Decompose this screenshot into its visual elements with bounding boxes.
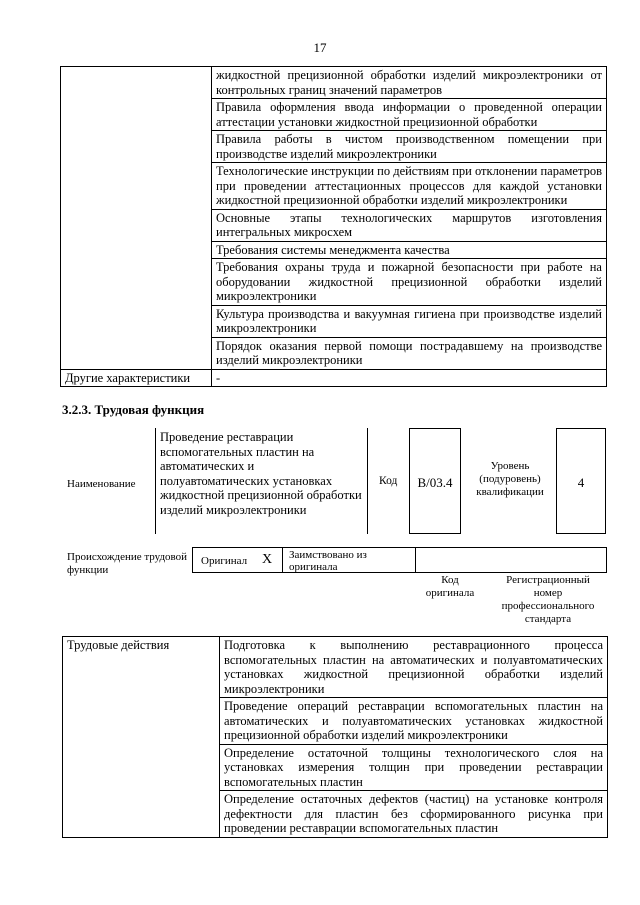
- table-cell: Проведение операций реставрации вспомогательных пластин на автоматических и полуавтоматических установках жидкостной прецизионной обработки изделий микроэлектроники: [220, 698, 608, 745]
- table-cell: Основные этапы технологических маршрутов изготовления интегральных микросхем: [212, 209, 607, 241]
- reg-number-label: Регистрационный номер профессионального стандарта: [501, 574, 595, 625]
- origin-label: Происхождение трудовой функции: [67, 551, 188, 576]
- table-row: [61, 369, 607, 387]
- table-row: [63, 637, 608, 698]
- other-characteristics-label: Другие характеристики: [61, 369, 212, 387]
- knowledge-table: [60, 66, 607, 387]
- level-label: Уровень (подуровень) квалификации: [476, 460, 544, 498]
- level-value: 4: [556, 428, 606, 534]
- section-heading: 3.2.3. Трудовая функция: [62, 402, 205, 417]
- table-row: [61, 67, 607, 99]
- borrowed-label: Заимствовано из оригинала: [289, 549, 367, 573]
- code-value: B/03.4: [409, 428, 461, 534]
- function-name: Проведение реставрации вспомогательных пластин на автоматических и полуавтоматических установках жидкостной прецизионной обработки изделий микроэлектроники: [155, 428, 368, 534]
- original-label: Оригинал: [201, 555, 248, 567]
- original-mark: X: [261, 552, 273, 567]
- table-cell: Требования охраны труда и пожарной безопасности при работе на оборудовании жидкостной прецизионной обработки изделий микроэлектроники: [212, 259, 607, 306]
- table-cell: Определение остаточных дефектов (частиц) на установке контроля дефектности для пластин без сформированного рисунка при проведении реставрации вспомогательных пластин: [220, 791, 608, 838]
- other-characteristics-value: -: [212, 369, 607, 387]
- table-label-cell: [61, 67, 212, 370]
- code-original-label: Код оригинала: [425, 574, 475, 599]
- origin-empty-cell: [416, 547, 607, 573]
- table-cell: Требования системы менеджмента качества: [212, 241, 607, 259]
- code-label: Код: [379, 475, 398, 487]
- table-cell: жидкостной прецизионной обработки изделий микроэлектроники от контрольных границ значений параметров: [212, 67, 607, 99]
- table-cell: Порядок оказания первой помощи пострадавшему на производстве изделий микроэлектроники: [212, 337, 607, 369]
- table-cell: Культура производства и вакуумная гигиена при производстве изделий микроэлектроники: [212, 305, 607, 337]
- page-number: 17: [313, 40, 327, 55]
- name-label: Наименование: [67, 478, 136, 490]
- table-cell: Технологические инструкции по действиям при отклонении параметров при проведении аттестационных процессов для каждой установки жидкостной прецизионной обработки изделий микроэлектроники: [212, 163, 607, 210]
- actions-table: [62, 636, 608, 838]
- table-cell: Правила оформления ввода информации о проведенной операции аттестации установки жидкостной прецизионной обработки: [212, 99, 607, 131]
- table-cell: Определение остаточной толщины технологического слоя на установках измерения толщин при проведении реставрации вспомогательных пластин: [220, 744, 608, 791]
- borrowed-cell: [282, 547, 416, 573]
- actions-label: Трудовые действия: [63, 637, 220, 838]
- table-cell: Правила работы в чистом производственном помещении при производстве изделий микроэлектроники: [212, 131, 607, 163]
- table-cell: Подготовка к выполнению реставрационного процесса вспомогательных пластин на автоматических и полуавтоматических установках жидкостной прецизионной обработки изделий микроэлектроники: [220, 637, 608, 698]
- origin-row: [192, 547, 607, 573]
